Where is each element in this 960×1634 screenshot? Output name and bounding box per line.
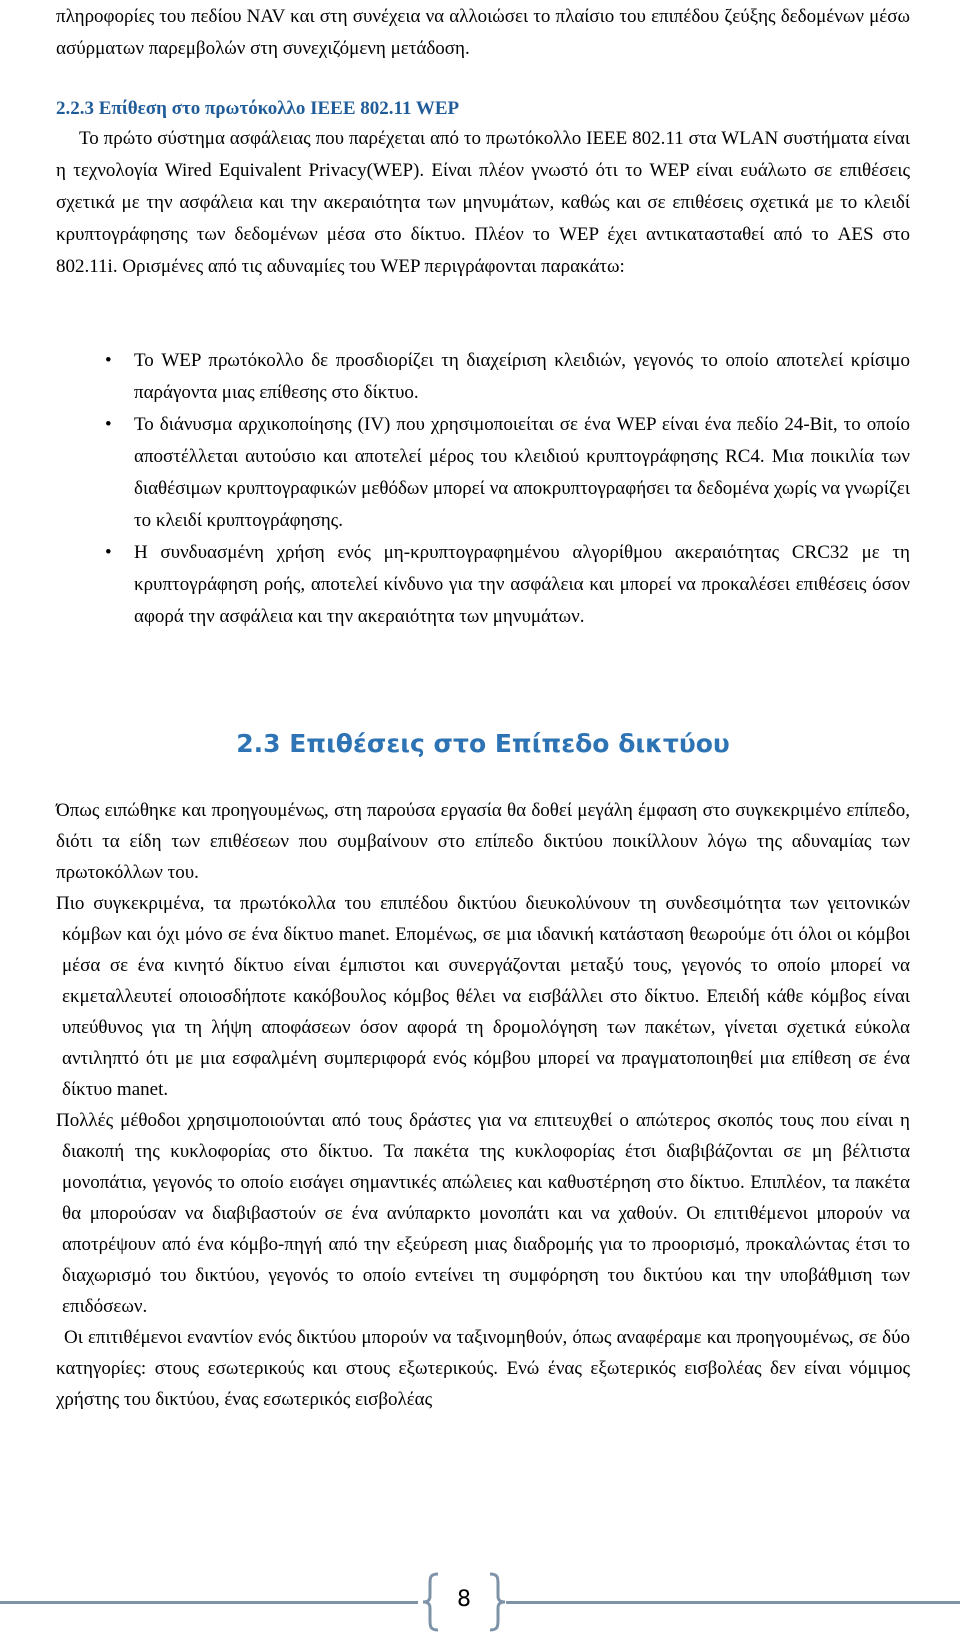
- page-number: 8: [457, 1587, 471, 1612]
- intro-paragraph: πληροφορίες του πεδίου NAV και στη συνέχεια να αλλοιώσει το πλαίσιο του επιπέδου ζεύξης δεδομένων μέσω ασύρματων παρεμβολών στη συνεχιζόμενη μετάδοση.: [56, 6, 910, 59]
- list-item-text: Το διάνυσμα αρχικοποίησης (IV) που χρησιμοποιείται σε ένα WEP είναι ένα πεδίο 24-Bit, το οποίο αποστέλλεται αυτούσιο και αποτελεί μέρος του κλειδιού κρυπτογράφησης RC4. Μια ποικιλία των διαθέσιμων κρυπτογραφικών μεθόδων μπορεί να αποκρυπτογραφήσει τα δεδομένα χωρίς να γνωρίζει το κλειδί κρυπτογράφησης.: [134, 414, 910, 531]
- wep-weakness-list: [56, 345, 910, 633]
- paragraph: Πολλές μέθοδοι χρησιμοποιούνται από τους δράστες για να επιτευχθεί ο απώτερος σκοπός τους που είναι η διακοπή της κυκλοφορίας στο δίκτυο. Τα πακέτα της κυκλοφορίας έτσι διαβιβάζονται σε μη βέλτιστα μονοπάτια, γεγονός το οποίο εισάγει σημαντικές απώλειες και καθυστέρηση στο δίκτυο. Επιπλέον, τα πακέτα θα μπορούσαν να διαβιβαστούν σε ένα ανύπαρκτο μονοπάτι και να χαθούν. Οι επιτιθέμενοι μπορούν να αποτρέψουν από ένα κόμβο-πηγή από την εξεύρεση μιας διαδρομής για το προορισμό, προκαλώντας έτσι το διαχωρισμό του δικτύου, γεγονός το οποίο εντείνει τη συμφόρηση του δικτύου και την υποβάθμιση των επιδόσεων.: [56, 1110, 910, 1317]
- right-brace-icon: [484, 1572, 508, 1632]
- wep-paragraph: Το πρώτο σύστημα ασφάλειας που παρέχεται από το πρωτόκολλο IEEE 802.11 στα WLAN συστήματα είναι η τεχνολογία Wired Equivalent Privacy(WEP). Είναι πλέον γνωστό ότι το WEP είναι ευάλωτο σε επιθέσεις σχετικά με την ασφάλεια και την ακεραιότητα των μηνυμάτων, καθώς και σε επιθέσεις σχετικά με το κλειδί κρυπτογράφησης των δεδομένων μέσα στο δίκτυο. Πλέον το WEP έχει αντικατασταθεί από το AES στο 802.11i. Ορισμένες από τις αδυναμίες του WEP περιγράφονται παρακάτω:: [56, 128, 910, 277]
- bullet-icon: •: [105, 414, 112, 435]
- section-title: 2.3 Επιθέσεις στο Επίπεδο δικτύου: [236, 729, 730, 758]
- paragraph: Οι επιτιθέμενοι εναντίον ενός δικτύου μπορούν να ταξινομηθούν, όπως αναφέραμε και προηγουμένως, σε δύο κατηγορίες: στους εσωτερικούς και στους εξωτερικούς. Ενώ ένας εξωτερικός εισβολέας δεν είναι νόμιμος χρήστης του δικτύου, ένας εσωτερικός εισβολέας: [56, 1327, 910, 1410]
- left-brace-icon: [420, 1572, 444, 1632]
- subsection-title: 2.2.3 Επίθεση στο πρωτόκολλο IEEE 802.11 WEP: [56, 98, 460, 119]
- list-item: [56, 409, 910, 537]
- bullet-icon: •: [105, 542, 112, 563]
- page-footer: [0, 1572, 960, 1632]
- list-item: [56, 345, 910, 409]
- section-body: [56, 795, 910, 1415]
- paragraph: Πιο συγκεκριμένα, τα πρωτόκολλα του επιπέδου δικτύου διευκολύνουν τη συνδεσιμότητα των γειτονικών κόμβων και όχι μόνο σε ένα δίκτυο manet. Επομένως, σε μια ιδανική κατάσταση θεωρούμε ότι όλοι οι κόμβοι μέσα σε ένα κινητό δίκτυο είναι έμπιστοι και συνεργάζονται μεταξύ τους, γεγονός το οποίο μπορεί να εκμεταλλευτεί οποιοσδήποτε κακόβουλος κόμβος θέλει να εισβάλλει στο δίκτυο. Επειδή κάθε κόμβος είναι υπεύθυνος για τη λήψη αποφάσεων όσον αφορά τη δρομολόγηση των πακέτων, γίνεται σχετικά εύκολα αντιληπτό ότι με μια εσφαλμένη συμπεριφορά ενός κόμβου μπορεί να πραγματοποιηθεί μια επίθεση σε ένα δίκτυο manet.: [56, 893, 910, 1100]
- paragraph: Όπως ειπώθηκε και προηγουμένως, στη παρούσα εργασία θα δοθεί μεγάλη έμφαση στο συγκεκριμένο επίπεδο, διότι τα είδη των επιθέσεων που συμβαίνουν στο επίπεδο δικτύου ποικίλλουν λόγω της αδυναμίας των πρωτοκόλλων του.: [56, 800, 910, 883]
- footer-rule-right: [506, 1601, 960, 1604]
- list-item-text: Η συνδυασμένη χρήση ενός μη-κρυπτογραφημένου αλγορίθμου ακεραιότητας CRC32 με τη κρυπτογράφηση ροής, αποτελεί κίνδυνο για την ασφάλεια και μπορεί να προκαλέσει επιθέσεις όσον αφορά την ασφάλεια και την ακεραιότητα των μηνυμάτων.: [134, 542, 910, 627]
- bullet-icon: •: [105, 350, 112, 371]
- list-item-text: Το WEP πρωτόκολλο δε προσδιορίζει τη διαχείριση κλειδιών, γεγονός το οποίο αποτελεί κρίσιμο παράγοντα μιας επίθεσης στο δίκτυο.: [134, 350, 910, 403]
- list-item: [56, 537, 910, 633]
- footer-rule-left: [0, 1601, 418, 1604]
